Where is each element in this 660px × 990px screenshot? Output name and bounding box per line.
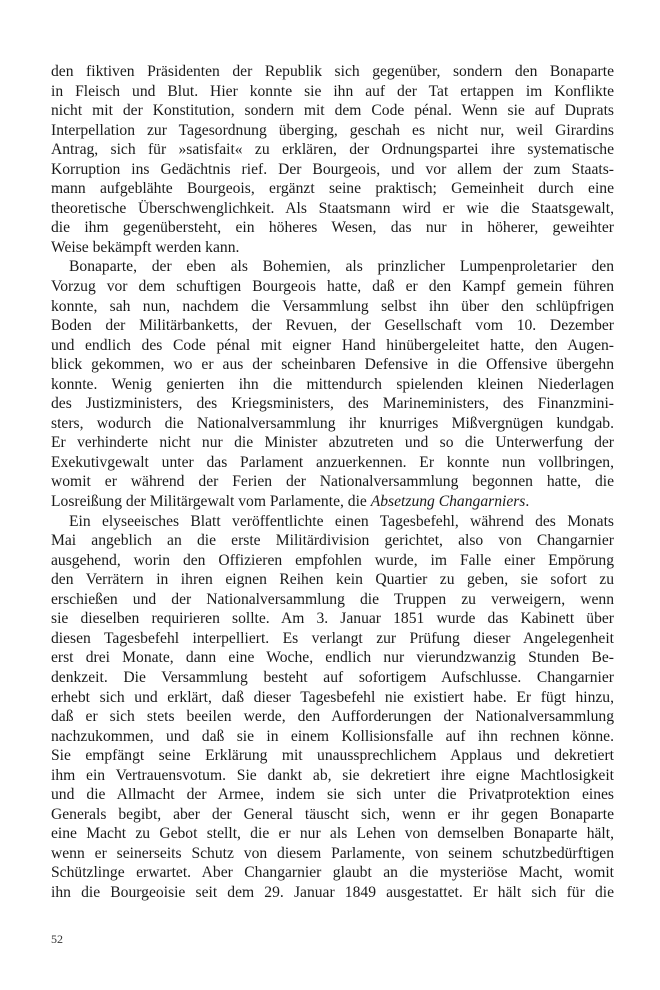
text-line: blick gekommen, wo er aus der scheinbaren Defensive in die Offensive übergehn [51,356,614,374]
text-line: sters, wodurch die Nationalversammlung ihr knurriges Mißvergnügen kundgab. [51,414,614,432]
text-line: denkzeit. Die Versammlung besteht auf sofortigem Aufschlusse. Changarnier [51,668,614,686]
text-line: den Verrätern in ihren eignen Reihen kein Quartier zu geben, sie sofort zu [51,571,614,589]
text-line: Ein elyseeisches Blatt veröffentlichte einen Tagesbefehl, während des Monats [69,512,614,530]
text-line: Generals begibt, aber der General täuscht sich, wenn er ihr gegen Bonaparte [51,805,614,823]
text-line: erschießen und der Nationalversammlung die Truppen zu verweigern, wenn [51,590,614,608]
text-line: Losreißung der Militärgewalt vom Parlamente, die Absetzung Changarniers. [51,493,530,511]
paragraph [51,62,614,257]
text-line: und endlich des Code pénal mit eigner Hand hinübergeleitet hatte, den Augen- [51,336,614,354]
page-number: 52 [51,932,63,946]
text-line: womit er während der Ferien der Nationalversammlung begonnen hatte, die [51,473,614,491]
text-line: Bonaparte, der eben als Bohemien, als prinzlicher Lumpenproletarier den [69,258,614,276]
text-line: ihn die Bourgeoisie seit dem 29. Januar 1849 ausgestattet. Er hält sich für die [51,883,614,901]
emphasis: Absetzung Changarniers [370,493,526,511]
text-line: theoretische Überschwenglichkeit. Als Staatsmann wird er wie die Staatsgewalt, [51,199,614,217]
text-line: in Fleisch und Blut. Hier konnte sie ihn auf der Tat ertappen im Konflikte [51,82,614,100]
text-line: sie dieselben requirieren sollte. Am 3. Januar 1851 wurde das Kabinett über [51,610,614,628]
text-line: Korruption ins Gedächtnis rief. Der Bourgeois, und vor allem der zum Staats- [51,160,614,178]
body-text [51,62,614,903]
text-line: Mai angeblich an die erste Militärdivision gerichtet, also von Changarnier [51,532,614,550]
text-line: nicht mit der Konstitution, sondern mit dem Code pénal. Wenn sie auf Duprats [51,102,614,120]
text-line: Boden der Militärbanketts, der Revuen, der Gesellschaft vom 10. Dezember [51,317,614,335]
text-line: wenn er seinerseits Schutz von diesem Parlamente, von seinem schutzbedürftigen [51,844,614,862]
text-line: die ihm gegenübersteht, ein höheres Wesen, das nur in höherer, geweihter [51,219,614,237]
text-line: ausgehend, worin den Offizieren empfohlen wurde, im Falle einer Empörung [51,551,614,569]
text-line: Interpellation zur Tagesordnung überging, geschah es nicht nur, weil Girardins [51,121,614,139]
text-line: diesen Tagesbefehl interpelliert. Es verlangt zur Prüfung dieser Angelegenheit [51,629,614,647]
text-line: mann aufgeblähte Bourgeois, ergänzt seine praktisch; Gemeinheit durch eine [51,180,614,198]
paragraph [51,257,614,511]
text-line: Er verhinderte nicht nur die Minister abzutreten und so die Unterwerfung der [51,434,614,452]
text-line: konnte, sah nun, nachdem die Versammlung selbst ihn über den schlüpfrigen [51,297,614,315]
text-line: Vorzug vor dem schuftigen Bourgeois hatte, daß er den Kampf gemein führen [51,278,614,296]
text-line: Schützlinge erwartet. Aber Changarnier glaubt an die mysteriöse Macht, womit [51,864,614,882]
text-line: des Justizministers, des Kriegsministers, des Marineministers, des Finanzmini- [51,395,614,413]
text-line: Antrag, sich für »satisfait« zu erklären, der Ordnungspartei ihre systematische [51,141,614,159]
text-line: ihm ein Vertrauensvotum. Sie dankt ab, sie dekretiert ihre eigne Machtlosigkeit [51,766,614,784]
text-line: Exekutivgewalt unter das Parlament anzuerkennen. Er konnte nun vollbringen, [51,453,614,471]
text-line: daß er sich stets beeilen werde, den Aufforderungen der Nationalversammlung [51,708,614,726]
text-line: Sie empfängt seine Erklärung mit unaussprechlichem Applaus und dekretiert [51,747,614,765]
text-line: und die Allmacht der Armee, indem sie sich unter die Privatprotektion eines [51,786,614,804]
text-line: eine Macht zu Gebot stellt, die er nur als Lehen von demselben Bonaparte hält, [51,825,614,843]
text-line: den fiktiven Präsidenten der Republik sich gegenüber, sondern den Bonaparte [51,63,614,80]
text-line: erst drei Monate, dann eine Woche, endlich nur vierundzwanzig Stunden Be- [51,649,614,667]
paragraph [51,512,614,903]
text-line: erhebt sich und erklärt, daß dieser Tagesbefehl nie existiert habe. Er fügt hinzu, [51,688,614,706]
text-line: nachzukommen, und daß sie in einem Kollisionsfalle auf ihn rechnen könne. [51,727,614,745]
text-line: konnte. Wenig genierten ihn die mittendurch spielenden kleinen Niederlagen [51,375,614,393]
text-line: Weise bekämpft werden kann. [51,238,240,256]
